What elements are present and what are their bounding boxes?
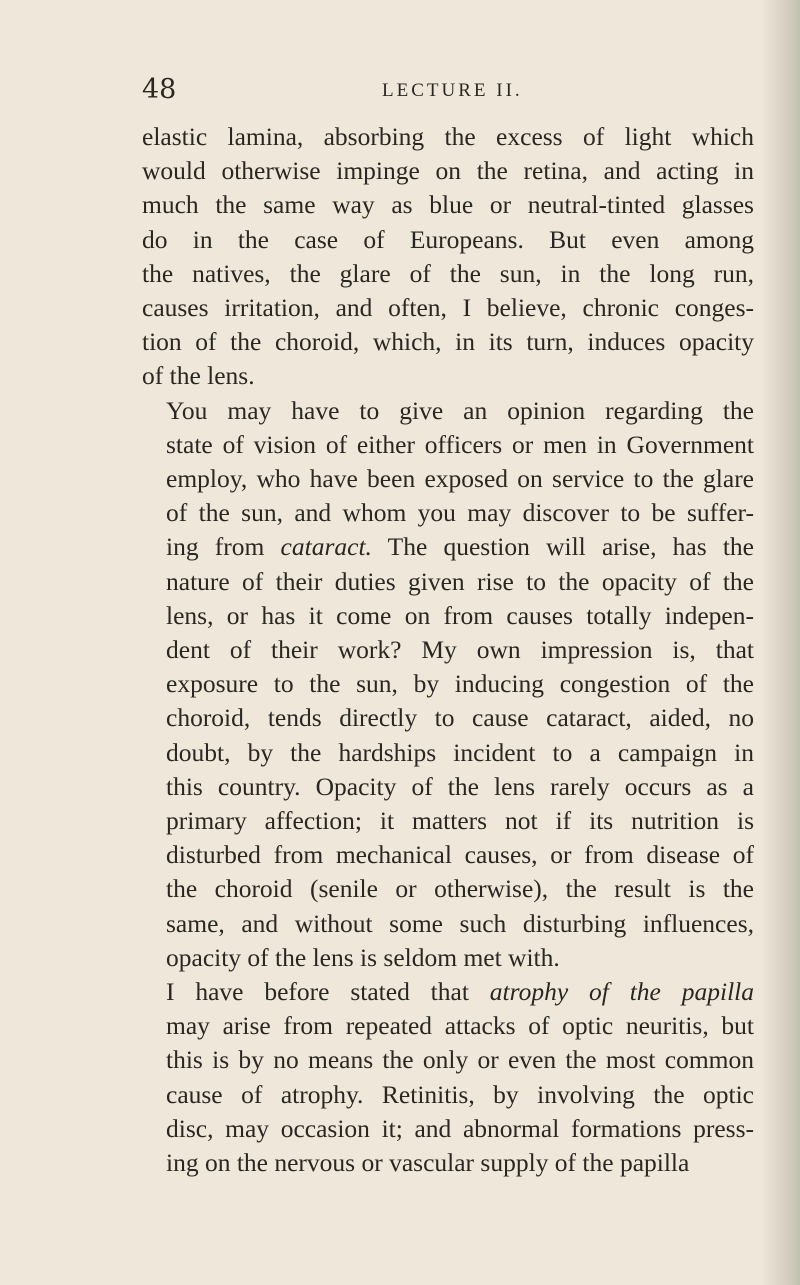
paragraph-2 [142, 394, 754, 975]
text-segment: I have before stated that [166, 977, 490, 1007]
text-line: elastic lamina, absorbing the excess of light which [142, 122, 754, 151]
text-line: of the lens. [142, 361, 255, 391]
text-line: would otherwise impinge on the retina, and acting in [142, 156, 754, 186]
page-number: 48 [142, 74, 177, 105]
paragraph-3 [142, 975, 754, 1180]
text-line: this is by no means the only or even the most common [166, 1045, 754, 1075]
text-line: choroid, tends directly to cause cataract, aided, no [166, 703, 754, 733]
text-line: much the same way as blue or neutral-tinted glasses [142, 190, 754, 220]
text-line: state of vision of either officers or men in Government [166, 429, 754, 459]
text-line: disturbed from mechanical causes, or from disease of [166, 840, 754, 870]
text-line: lens, or has it come on from causes totally indepen- [166, 600, 754, 630]
text-line: You may have to give an opinion regarding the [166, 395, 754, 425]
running-head [142, 74, 742, 106]
text-line: same, and without some such disturbing influences, [166, 908, 754, 938]
italic-term-atrophy-papilla: atrophy of the papilla [489, 977, 754, 1007]
text-line-with-italic [142, 975, 754, 1009]
text-line: may arise from repeated attacks of optic neuritis, but [166, 1011, 754, 1041]
body-text [142, 120, 754, 1180]
text-line: this country. Opacity of the lens rarely occurs as a [166, 771, 754, 801]
text-line: cause of atrophy. Retinitis, by involving the optic [166, 1079, 754, 1109]
text-line: primary affection; it matters not if its nutrition is [166, 806, 754, 836]
text-line: exposure to the sun, by inducing congestion of the [166, 669, 754, 699]
text-line: ing on the nervous or vascular supply of the papilla [166, 1148, 690, 1178]
text-line: the choroid (senile or otherwise), the result is the [166, 874, 754, 904]
text-line: nature of their duties given rise to the opacity of the [166, 566, 754, 596]
italic-term-cataract: cataract. [280, 532, 372, 562]
text-line: causes irritation, and often, I believe, chronic conges- [142, 293, 754, 323]
text-line: tion of the choroid, which, in its turn, induces opacity [142, 327, 754, 357]
text-line: of the sun, and whom you may discover to be suffer- [166, 498, 754, 528]
text-line: do in the case of Europeans. But even among [142, 224, 754, 254]
text-line: employ, who have been exposed on service to the glare [166, 464, 754, 494]
text-segment: ing from [166, 532, 281, 562]
paragraph-1 [142, 120, 754, 394]
text-line: the natives, the glare of the sun, in the long run, [142, 258, 754, 288]
page-edge-shadow [760, 0, 800, 1285]
text-line: disc, may occasion it; and abnormal formations press- [166, 1113, 754, 1143]
text-line: opacity of the lens is seldom met with. [166, 942, 560, 972]
text-line-with-italic [142, 530, 754, 564]
text-line: doubt, by the hardships incident to a campaign in [166, 737, 754, 767]
text-segment: The question will arise, has the [371, 532, 754, 562]
text-line: dent of their work? My own impression is, that [166, 635, 754, 665]
running-title: LECTURE II. [382, 80, 523, 101]
